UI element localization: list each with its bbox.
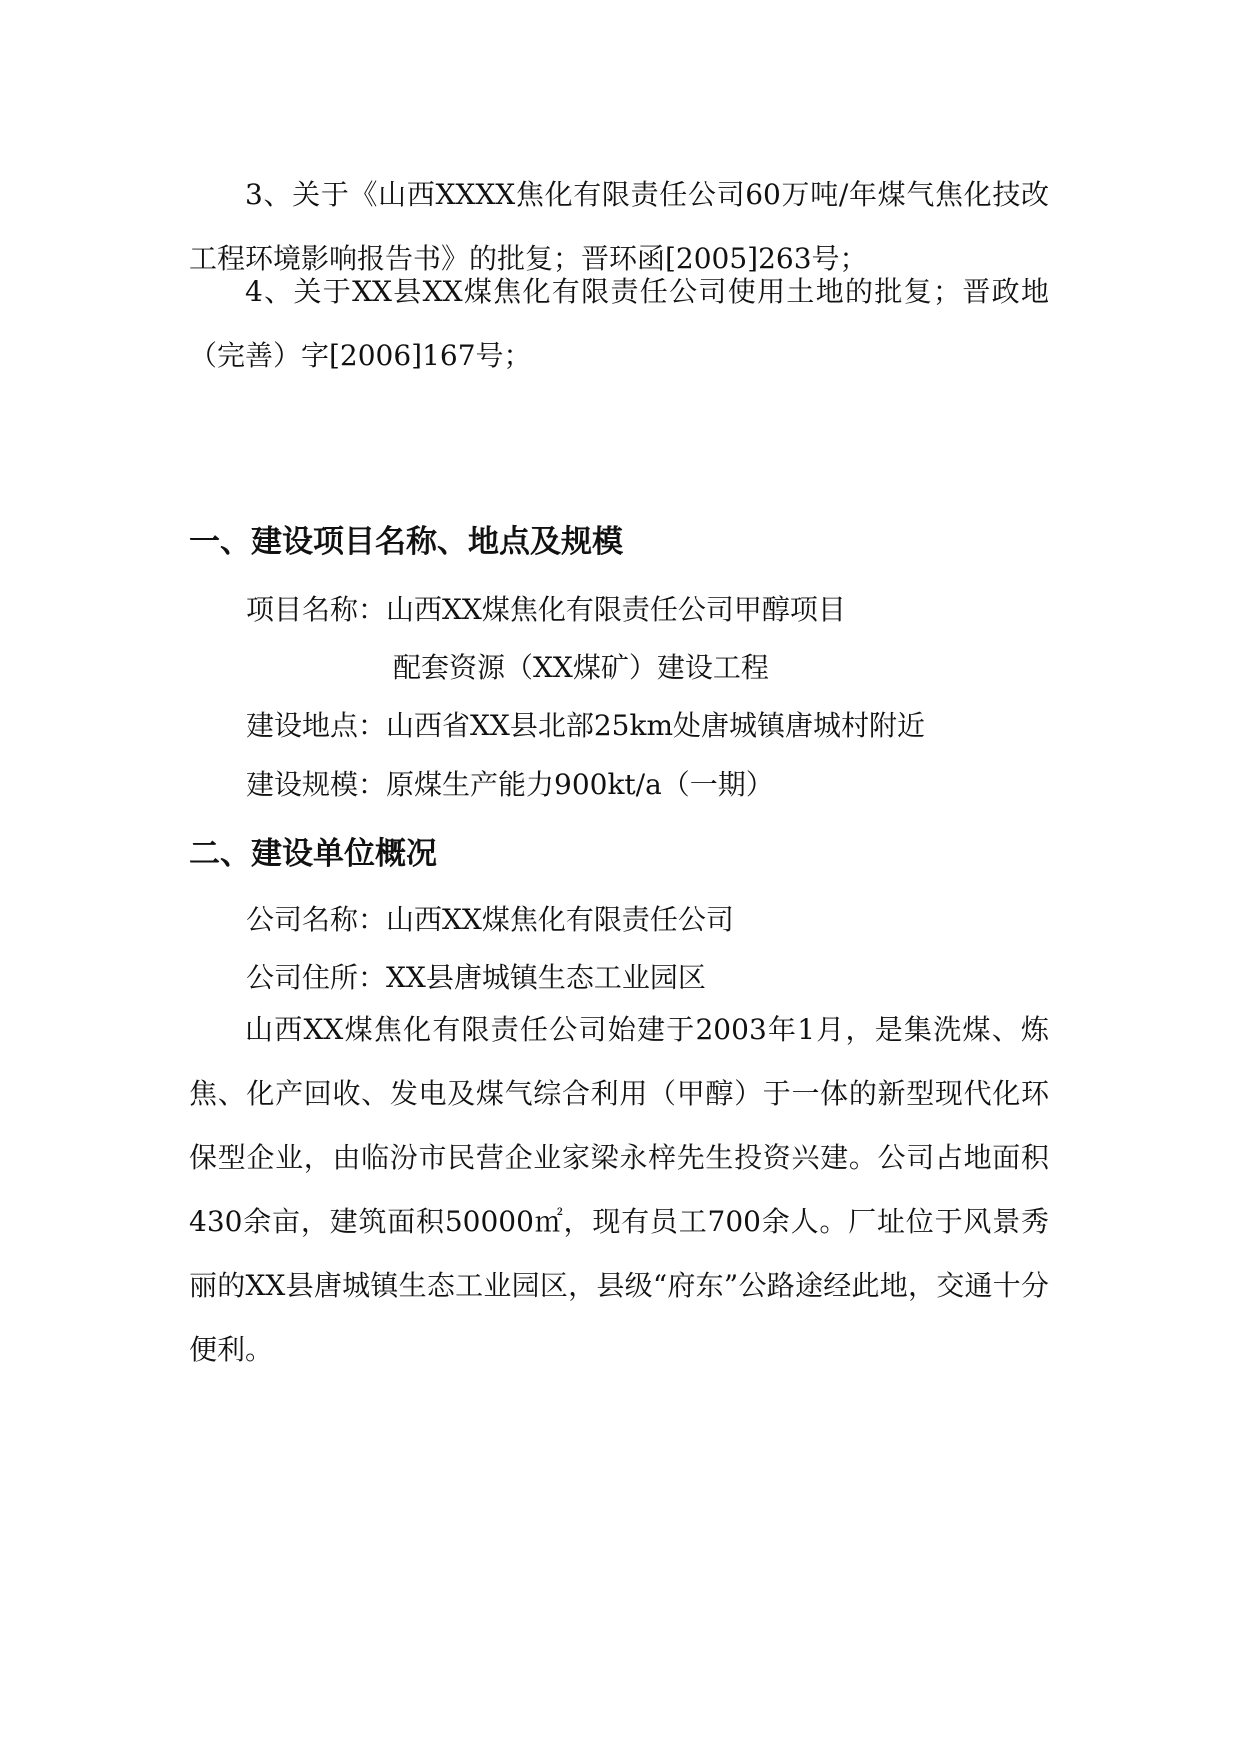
project-location: 建设地点：山西省XX县北部25km处唐城镇唐城村附近 <box>246 709 926 742</box>
project-name-line-2: 配套资源（XX煤矿）建设工程 <box>393 651 769 684</box>
company-description: 山西XX煤焦化有限责任公司始建于2003年1月，是集洗煤、炼焦、化产回收、发电及煤气综合利用（甲醇）于一体的新型现代化环保型企业，由临汾市民营企业家梁永梓先生投资兴建。公司占地面积430余亩，建筑面积50000㎡，现有员工700余人。厂址位于风景秀丽的XX县唐城镇生态工业园区，县级“府东”公路途经此地，交通十分便利。 <box>189 1013 1049 1366</box>
project-name-line-1: 项目名称：山西XX煤焦化有限责任公司甲醇项目 <box>246 593 846 626</box>
approval-item-4: 4、关于XX县XX煤焦化有限责任公司使用土地的批复；晋政地（完善）字[2006]167号； <box>189 275 1049 372</box>
approval-item-3: 3、关于《山西XXXX焦化有限责任公司60万吨/年煤气焦化技改工程环境影响报告书》的批复；晋环函[2005]263号； <box>189 178 1049 275</box>
company-name: 公司名称：山西XX煤焦化有限责任公司 <box>246 903 734 936</box>
section-2-heading: 二、建设单位概况 <box>189 836 437 872</box>
company-address: 公司住所：XX县唐城镇生态工业园区 <box>246 961 706 994</box>
project-scale: 建设规模：原煤生产能力900kt/a（一期） <box>246 768 774 801</box>
section-1-heading: 一、建设项目名称、地点及规模 <box>189 524 623 560</box>
